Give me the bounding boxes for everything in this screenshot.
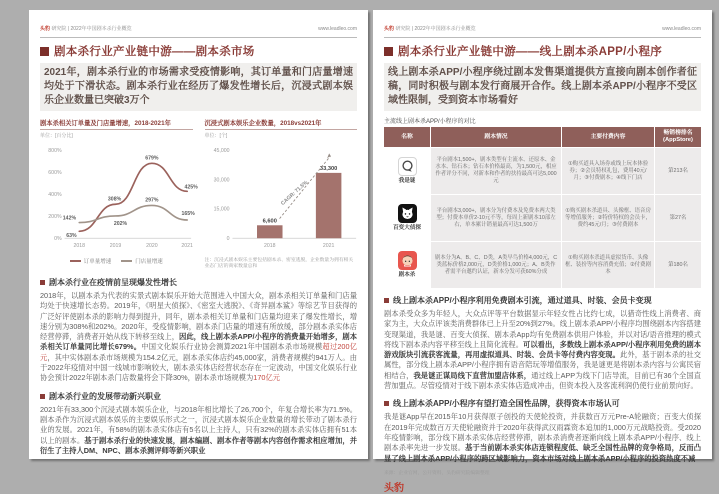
page-header-left [384, 17, 476, 35]
section1-paragraph: 剧本杀受众多为年轻人，大众点评等平台数据显示年轻女性占比约七成，以猎奇性线上消费者、商家为主，大众点评该类消费群体已上升至20%到27%。线上剧本杀APP/小程序均围绕剧本内容搭建变现渠道，我是谜、百变大侦探、剧本杀App均有免费剧本供用户体验，并以对话/语音推理的模式将线下剧本杀内容平移至线上且简化流程。可以看出，多数线上剧本杀APP/小程序利用免费的剧本游戏版块引流获客流量，再用虚拟道具、时装、会员卡等付费内容变现。此外，基于剧本杀的社交属性，部分线上剧本杀APP/小程序拥有语音陪玩等增值服务，我是谜更是将剧本杀内容与公寓民宿相结合，我是谜正谋局线下直营加盟店体系，通过线上APP为线下门店导流，目前已有36个全国直营加盟点。尽管疫情对于线下剧本杀实体店造成冲击，但资本投入及客流利润仍使行业前景向好。 [384, 309, 702, 391]
svg-text:2019: 2019 [109, 243, 122, 250]
page-title: 剧本杀行业产业链中游——剧本杀市场 [54, 46, 255, 58]
section-bullet-icon [40, 280, 45, 285]
jubensha-girl-icon [398, 251, 417, 270]
svg-text:308%: 308% [107, 196, 122, 203]
scripts-cell: 剧本分为A、B、C、D类，A类早鸟价格4,000元，C类蓝标价格2,000元，D类价格1,000元；A、B类作者需平台邀约认证，新本分发可获60%分成 [431, 242, 561, 288]
section1-heading-row [384, 295, 701, 306]
source-footnote: 来源：企业官网，公开资料，头豹研究院编辑整理 [384, 470, 490, 476]
section-bullet-icon [384, 298, 389, 303]
orders-line-swatch-icon [70, 260, 81, 262]
app-cell-woshimi [384, 148, 430, 194]
section1-heading: 剧本杀行业在疫情前呈现爆发性增长 [49, 278, 177, 287]
svg-text:30,000: 30,000 [213, 177, 230, 184]
section2-paragraph: 2021年有33,300个沉浸式剧本娱乐企业，与2018年相比增长了26,700个，年复合增长率为71.5%。剧本杀作为沉浸式剧本娱乐的主要娱乐形式之一，沉浸式剧本娱乐企业数量的增长带动了剧本杀行业的发展。2021年，有58%的剧本杀实体店有5名以上主持人，只有32%的剧本杀实体店拥有51本以上的剧本。基于剧本杀行业的快速发展，剧本编剧、剧本作者等剧本内容创作需求相应增加，并衍生了主持人DM、NPC、剧本杀测评师等新兴职业 [40, 404, 358, 455]
apps-comparison-table [384, 127, 701, 288]
legend-item-stores [121, 257, 163, 265]
legend-item-orders [70, 257, 112, 265]
report-page-right [373, 10, 712, 494]
pay-cell: ①购买道具入场券或线上玩本体验券；②会员特权礼包，费用40元/月；③付费剧本；④线下门店 [562, 148, 654, 194]
section2-heading-row [384, 398, 701, 409]
svg-text:297%: 297% [145, 197, 159, 204]
svg-text:2018: 2018 [263, 243, 276, 250]
section1-heading: 线上剧本杀APP/小程序利用免费剧本引流，通过道具、时装、会员卡变现 [393, 296, 652, 305]
table-row [384, 242, 701, 288]
page-subtitle: 线上剧本杀APP/小程序绕过剧本发售渠道提供方直接向剧本创作者征稿，同时积极与剧本发行商展开合作。线上剧本杀APP/小程序不受区域性限制，受到资本市场看好 [384, 63, 701, 111]
svg-text:2021: 2021 [322, 243, 334, 250]
legend-label-stores: 门店量增速 [135, 259, 163, 265]
growth-line-chart [40, 118, 198, 270]
section2-heading: 线上剧本杀APP/小程序有望打造全国性品牌，获得资本市场认可 [393, 399, 620, 409]
woshimi-q-bubble-icon [398, 157, 417, 176]
rank-header-line2: (AppStore) [663, 137, 693, 143]
title-row [384, 43, 701, 59]
stores-line-swatch-icon [121, 260, 132, 262]
svg-text:142%: 142% [62, 215, 77, 222]
table-row [384, 195, 701, 241]
svg-text:2018: 2018 [73, 243, 86, 250]
svg-text:6,600: 6,600 [262, 218, 277, 225]
svg-text:800%: 800% [48, 147, 62, 154]
svg-text:0%: 0% [54, 236, 62, 243]
svg-text:2021: 2021 [181, 243, 193, 250]
table-caption: 主流线上剧本杀APP/小程序的对比 [384, 119, 476, 125]
svg-text:600%: 600% [48, 169, 62, 176]
page-header-right: www.leadleo.com [662, 26, 701, 32]
svg-text:45,000: 45,000 [213, 147, 230, 154]
app-name: 剧本杀 [398, 272, 416, 278]
scripts-cell: 平台剧本1,500+，剧本类型有主流本、还原本、金水本、钻石本；钻石本价格最高，为1,500元，相应作者评分不同，对新本和作者的扶持最高可达5,000元 [431, 148, 561, 194]
table-row [384, 148, 701, 194]
charts-row [40, 118, 357, 270]
app-name: 百变大侦探 [393, 225, 421, 231]
bar-chart-unit: 单位：[个] [204, 133, 228, 139]
col-header-scripts: 剧本情况 [431, 127, 561, 147]
svg-text:63%: 63% [66, 233, 77, 240]
svg-text:165%: 165% [181, 211, 195, 218]
svg-text:2020: 2020 [146, 243, 158, 250]
svg-text:400%: 400% [48, 192, 62, 199]
app-cell-baibian [384, 195, 430, 241]
rank-cell: 第213名 [655, 148, 701, 194]
section1-paragraph: 2018年，以剧本杀为代表的实景式剧本娱乐开始大范围进入中国大众，剧本杀相关订单量和门店量均处于快速增长态势。2019年，《明星大侦探》、《密室大逃脱》、《奇异剧本鲨》等综艺节目获得的广泛好评使剧本杀的影响力得到提升，同年，剧本杀相关订单量和门店量均迎来了爆发性增长，增速分别为308%和202%。2020年，受疫情影响，剧本杀门店量的增速有所放缓，部分剧本杀实体店经营停滞，消费者开始从线下转移至线上，因此，线上剧本杀APP/小程序的消费量开始增多，剧本杀相关订单量同比增长679%。中国文化娱乐行业协会测算2021年中国剧本杀市场规模超过200亿元，其中实体剧本杀市场规模为154.2亿元，剧本杀实体店约45,000家，消费者规模约941万人。由于2022年疫情对中国一线城市影响较大，剧本杀实体店经营状态存在一定波动，中国文化娱乐行业协会预计2022年剧本杀门店数量将会下降30%，剧本杀市场规模为170亿元 [40, 291, 358, 383]
series-label: 研究院 | 2022年中国剧本杀行业概览 [394, 26, 476, 32]
brand-label: 头豹 [40, 26, 51, 32]
rank-cell: 第180名 [655, 242, 701, 288]
app-cell-jubensha [384, 242, 430, 288]
section1-heading-row [40, 277, 357, 288]
app-name: 我是谜 [398, 178, 416, 184]
section-bullet-icon [384, 401, 389, 406]
pay-cell: ①购买剧本杀道具虚拟货币、头像框、装扮等内容消费充值；②付费剧本 [562, 242, 654, 288]
line-chart-unit: 单位：[百分比] [40, 133, 73, 139]
section2-paragraph: 我是谜App早在2015年10月获得原子创投的天使轮投资，并获数百万元Pre-A轮融资；百变大侦探在2019年完成数百万天使轮融资并于2020年获得武汉雨霖资本追加的1,000万元战略投资。受2020年疫情影响，部分线下剧本杀实体店经营停滞，剧本杀消费者逐渐向线上剧本杀APP/小程序、线上剧本杀率先进一步发展。基于当前剧本杀实体店连锁程度低、缺乏全国性品牌的竞争格局，反而凸显了线上剧本杀APP/小程序的跨区域影响力，资本市场对线上剧本杀APP/小程序的投资热度不减 [384, 412, 702, 463]
svg-text:202%: 202% [113, 220, 128, 227]
enterprise-bar-chart [205, 118, 358, 270]
svg-text:679%: 679% [145, 155, 159, 162]
page-header [384, 17, 701, 38]
section-bullet-icon [40, 394, 45, 399]
title-row [40, 43, 357, 59]
line-chart-title: 剧本杀相关订单量及门店量增速，2018-2021年 [40, 118, 193, 130]
section2-heading: 剧本杀行业的发展带动新兴职业 [49, 391, 161, 401]
bar-chart-title: 沉浸式剧本娱乐企业数量，2018vs2021年 [205, 118, 358, 130]
svg-text:15,000: 15,000 [213, 206, 230, 213]
bar-chart-svg [205, 140, 362, 256]
page-header [40, 17, 357, 38]
line-chart-legend [40, 257, 193, 265]
title-square-icon [384, 47, 393, 56]
legend-label-orders: 订单量增速 [83, 259, 112, 265]
scripts-cell: 平台剧本3,000+，剧本分为付费本及免费本两大类型；付费本单价2-10元不等，每周上新剧本10部左右，单本累计销量最高可达1,500万 [431, 195, 561, 241]
rank-header-line1: 畅销榜排名 [663, 130, 693, 136]
svg-text:0: 0 [226, 236, 230, 243]
svg-text:33,300: 33,300 [319, 165, 337, 172]
line-chart-svg [40, 140, 197, 256]
series-label: 研究院 | 2022年中国剧本杀行业概览 [50, 26, 132, 32]
svg-text:200%: 200% [48, 214, 62, 221]
page-title: 剧本杀行业产业链中游——线上剧本杀APP/小程序 [398, 46, 663, 58]
svg-text:CAGR: 71.5%: CAGR: 71.5% [279, 179, 309, 207]
pay-cell: ①购买剧本杀道具、头像框、语音房等增值服务；②特价特权的会员卡，费约45元/月；③付费剧本 [562, 195, 654, 241]
section2-heading-row [40, 391, 357, 402]
table-header-row [384, 127, 701, 147]
report-page-left [29, 10, 368, 459]
leadleo-logo: 头豹 [384, 482, 404, 494]
page-subtitle: 2021年，剧本杀行业的市场需求受疫情影响，其订单量和门店量增速均处于下滑状态。剧本杀行业在经历了爆发性增长后，沉浸式剧本娱乐企业数量已突破3万个 [40, 63, 357, 111]
page-header-right: www.leadleo.com [318, 26, 357, 32]
col-header-rank [655, 127, 701, 147]
rank-cell: 第27名 [655, 195, 701, 241]
col-header-pay: 主要付费内容 [562, 127, 654, 147]
brand-label: 头豹 [384, 26, 395, 32]
page-header-left [40, 17, 132, 35]
col-header-name: 名称 [384, 127, 430, 147]
bar-chart-note: 注：沉浸式剧本娱乐主要包括剧本杀、密室逃脱，企业数量为拥有相关业态门店的商家数量总和 [204, 258, 354, 269]
title-square-icon [40, 47, 49, 56]
baibian-cat-icon [398, 204, 417, 223]
svg-text:425%: 425% [184, 184, 198, 191]
